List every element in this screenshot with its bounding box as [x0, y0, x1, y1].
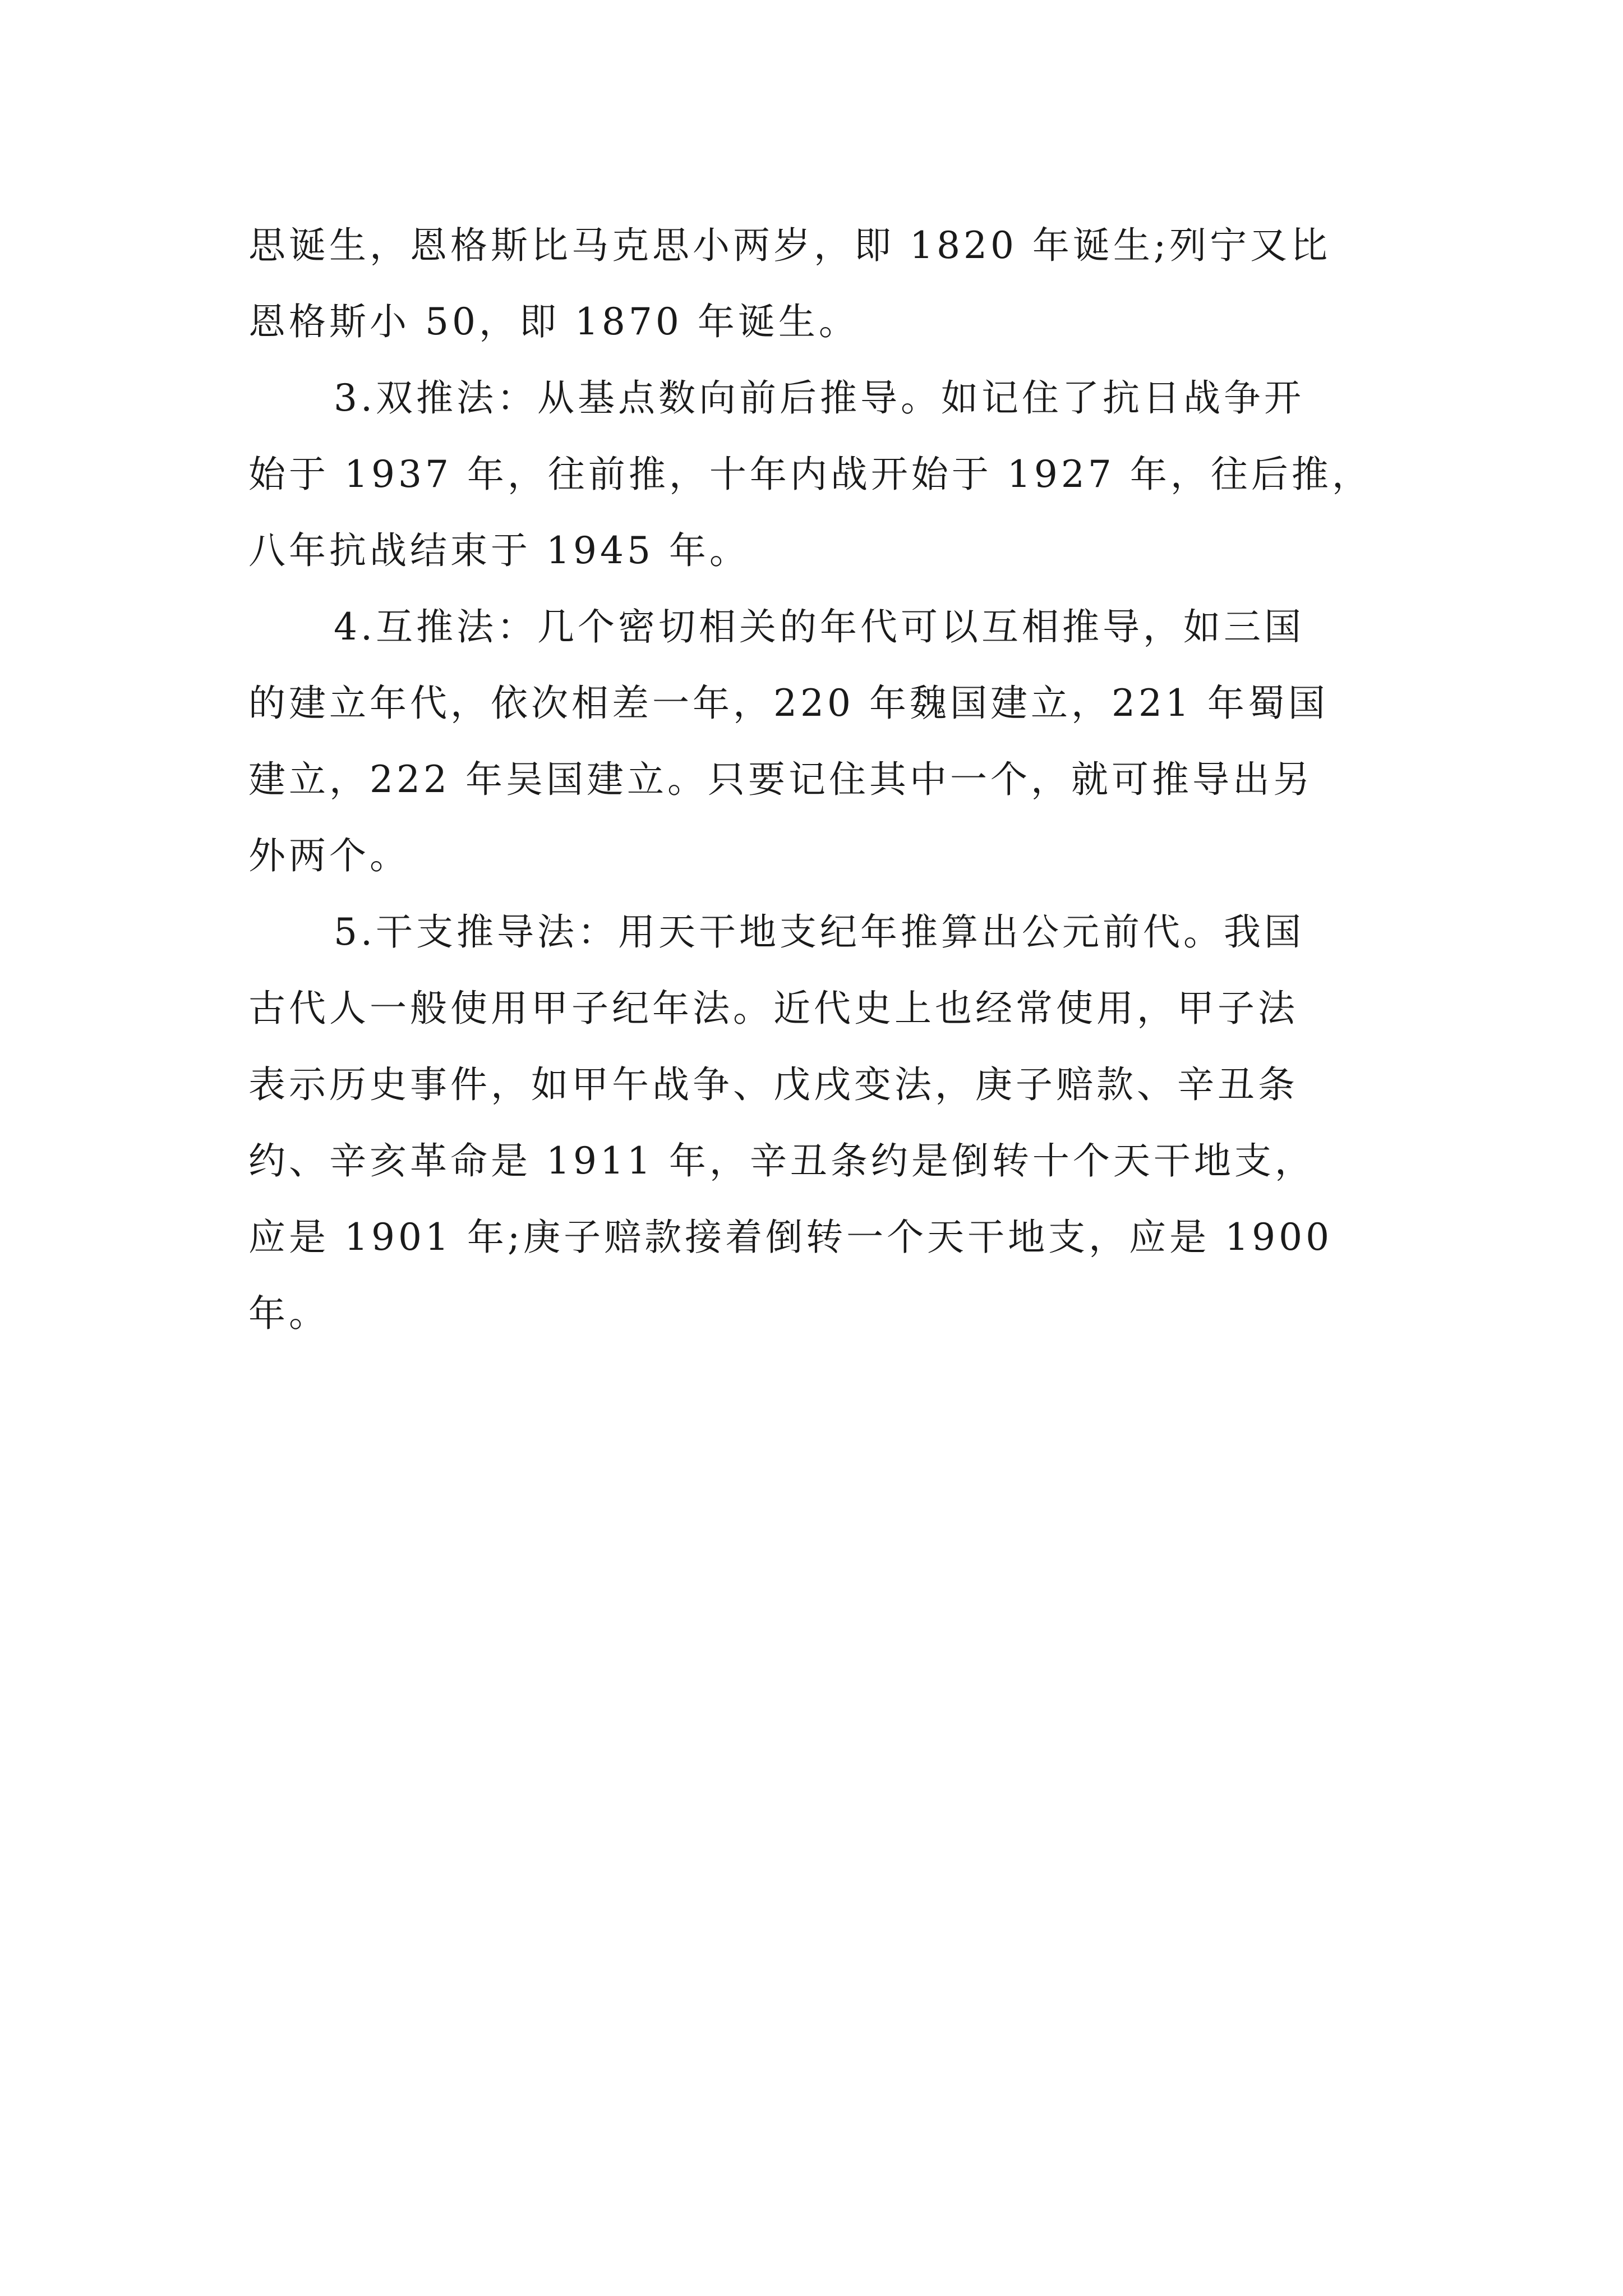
text-line: 八年抗战结束于 1945 年。: [248, 529, 750, 572]
text-line: 约、辛亥革命是 1911 年，辛丑条约是倒转十个天干地支，: [248, 1139, 1315, 1182]
text-line: 年。: [248, 1292, 329, 1335]
text-line: 外两个。: [248, 834, 410, 877]
text-line: 思诞生，恩格斯比马克思小两岁，即 1820 年诞生;列宁又比: [248, 224, 1331, 267]
text-line: 表示历史事件，如甲午战争、戊戌变法，庚子赔款、辛丑条: [248, 1063, 1298, 1106]
body-text: [248, 208, 1393, 1352]
text-line: 恩格斯小 50，即 1870 年诞生。: [248, 300, 859, 343]
paragraph-start-line: 4.互推法：几个密切相关的年代可以互相推导，如三国: [334, 605, 1304, 648]
text-line: 的建立年代，依次相差一年，220 年魏国建立，221 年蜀国: [248, 682, 1329, 725]
paragraph-start-line: 5.干支推导法：用天干地支纪年推算出公元前代。我国: [334, 910, 1304, 954]
text-line: 应是 1901 年;庚子赔款接着倒转一个天干地支，应是 1900: [248, 1216, 1333, 1259]
paragraph-start-line: 3.双推法：从基点数向前后推导。如记住了抗日战争开: [334, 376, 1304, 420]
text-line: 古代人一般使用甲子纪年法。近代史上也经常使用，甲子法: [248, 987, 1298, 1030]
text-line: 始于 1937 年，往前推，十年内战开始于 1927 年，往后推，: [248, 453, 1372, 496]
text-line: 建立，222 年吴国建立。只要记住其中一个，就可推导出另: [248, 758, 1313, 801]
